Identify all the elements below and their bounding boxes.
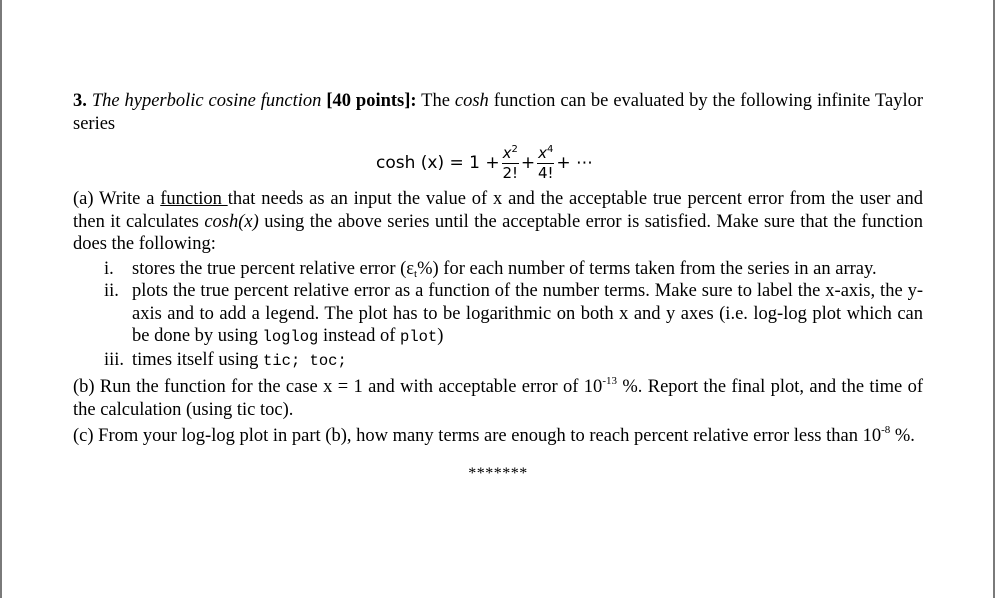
item-1-text-a: stores the true percent relative error (ε bbox=[132, 258, 415, 279]
problem-title: The hyperbolic cosine function bbox=[91, 91, 322, 111]
list-marker: i. bbox=[104, 258, 114, 279]
document-page bbox=[73, 90, 923, 485]
intro-text-a: The bbox=[421, 91, 450, 111]
item-3-text-a: times itself using bbox=[132, 349, 259, 370]
equation-term-2 bbox=[537, 144, 554, 182]
list-item bbox=[73, 349, 923, 373]
part-a-function-link[interactable]: function bbox=[160, 189, 228, 209]
equation-plus: + bbox=[520, 152, 536, 173]
separator-stars: ******* bbox=[468, 464, 528, 482]
code-tic-toc: tic; toc; bbox=[263, 351, 347, 370]
code-loglog: loglog bbox=[262, 328, 319, 346]
part-a-lead: (a) Write a bbox=[73, 189, 155, 209]
equation-tail: + ⋯ bbox=[556, 152, 594, 173]
list-item bbox=[73, 280, 923, 349]
part-c-text-b: %. bbox=[894, 426, 915, 446]
intro-function-name: cosh bbox=[454, 91, 489, 111]
part-b-text-a: (b) Run the function for the case x = 1 and with acceptable error of 10 bbox=[73, 377, 603, 397]
item-2-text-b: instead of bbox=[322, 326, 396, 346]
term1-denominator: 2! bbox=[502, 164, 519, 182]
list-marker: iii. bbox=[104, 349, 125, 370]
part-c-text-a: (c) From your log-log plot in part (b), how many terms are enough to reach percent relative error less than 10 bbox=[73, 426, 882, 446]
list-item bbox=[73, 258, 923, 281]
intro-text-b: function can be evaluated by the following infinite Taylor series bbox=[73, 91, 924, 134]
term1-numerator: x bbox=[502, 144, 512, 162]
problem-points: [40 points]: bbox=[326, 91, 417, 111]
item-1-subscript: t bbox=[414, 267, 418, 280]
code-plot: plot bbox=[400, 328, 438, 346]
equation-lhs: cosh (x) = 1 + bbox=[376, 152, 500, 173]
part-a-function-name: cosh(x) bbox=[204, 211, 259, 232]
part-b-exponent: -13 bbox=[602, 375, 617, 387]
term2-denominator: 4! bbox=[537, 164, 554, 182]
part-c bbox=[73, 425, 923, 448]
part-c-exponent: -8 bbox=[881, 424, 891, 436]
problem-number: 3. bbox=[73, 91, 87, 111]
problem-heading bbox=[73, 90, 923, 135]
part-a-middle: that needs as an input the value of x and the acceptable true percent error from the user and then it calculates bbox=[73, 189, 923, 232]
item-2-text-c: ) bbox=[437, 326, 444, 346]
part-b bbox=[73, 376, 923, 421]
list-marker: ii. bbox=[104, 281, 119, 301]
part-a bbox=[73, 188, 923, 256]
item-1-text-b: %) for each number of terms taken from the series in an array. bbox=[417, 258, 877, 279]
term1-exponent: 2 bbox=[511, 144, 518, 155]
term2-exponent: 4 bbox=[547, 144, 554, 155]
part-a-tail: using the above series until the acceptable error is satisfied. Make sure that the function does the following: bbox=[73, 211, 924, 254]
taylor-series-equation bbox=[73, 138, 923, 188]
item-2-text-a: plots the true percent relative error as a function of the number terms. Make sure to label the x-axis, the y-axis and to add a legend. The plot has to be logarithmic on both x and y axes (i.e. log-log plot which can be done by using bbox=[132, 281, 923, 346]
requirements-list bbox=[73, 258, 923, 373]
part-b-text-b: %. Report the final plot, and the time of the calculation (using tic toc). bbox=[73, 377, 924, 420]
page-left-border bbox=[0, 0, 2, 598]
equation-term-1 bbox=[502, 144, 519, 182]
term2-numerator: x bbox=[538, 144, 548, 162]
